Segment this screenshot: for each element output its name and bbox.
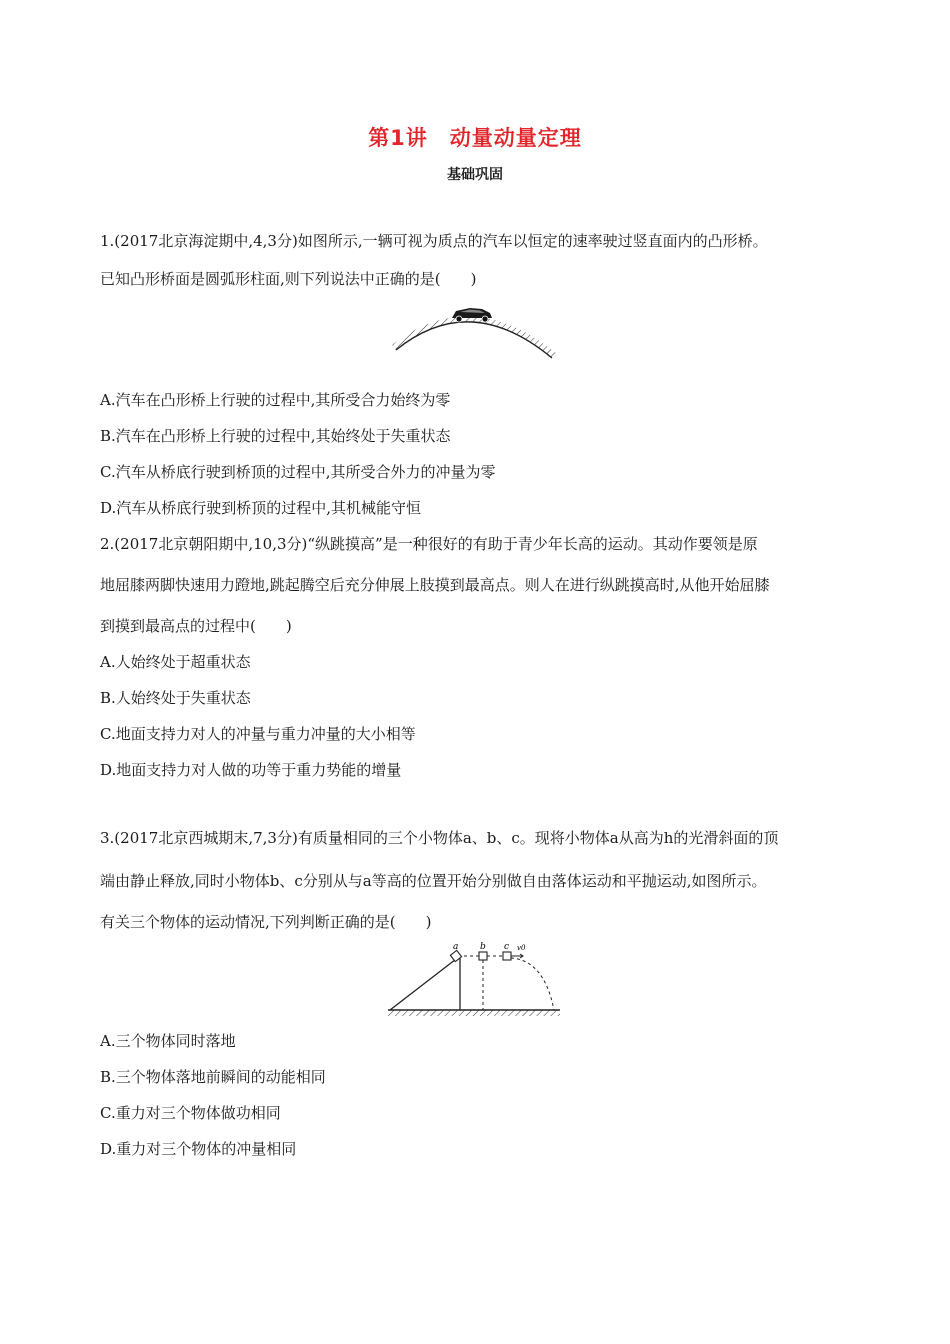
question-3-stem-line-2: 端由静止释放,同时小物体b、c分别从与a等高的位置开始分别做自由落体运动和平抛运动,如图所示。 <box>100 872 767 890</box>
question-3-option-b: B.三个物体落地前瞬间的动能相同 <box>100 1068 326 1086</box>
question-1-option-c: C.汽车从桥底行驶到桥顶的过程中,其所受合外力的冲量为零 <box>100 463 496 481</box>
label-v0: v0 <box>517 944 526 952</box>
block-c <box>503 952 511 960</box>
question-3-option-d: D.重力对三个物体的冲量相同 <box>100 1140 297 1158</box>
label-c: c <box>504 942 510 952</box>
question-3-stem-line-1: 3.(2017北京西城期末,7,3分)有质量相同的三个小物体a、b、c。现将小物体a从高为h的光滑斜面的顶 <box>100 829 779 847</box>
question-1-stem-line-1: 1.(2017北京海淀期中,4,3分)如图所示,一辆可视为质点的汽车以恒定的速率驶过竖直面内的凸形桥。 <box>100 232 768 250</box>
question-3-option-a: A.三个物体同时落地 <box>100 1032 236 1050</box>
incline-freefall-projectile-figure <box>384 942 564 1022</box>
question-2-option-c: C.地面支持力对人的冲量与重力冲量的大小相等 <box>100 725 416 743</box>
question-3-stem-line-3: 有关三个物体的运动情况,下列判断正确的是( ) <box>100 913 432 931</box>
block-b <box>479 952 487 960</box>
question-2-option-b: B.人始终处于失重状态 <box>100 689 251 707</box>
page-title: 第1讲 动量动量定理 <box>368 126 582 150</box>
question-2-stem-line-1: 2.(2017北京朝阳期中,10,3分)“纵跳摸高”是一种很好的有助于青少年长高的运动。其动作要领是原 <box>100 535 758 553</box>
question-2-stem-line-3: 到摸到最高点的过程中( ) <box>100 617 292 635</box>
label-a: a <box>453 942 459 952</box>
question-3-option-c: C.重力对三个物体做功相同 <box>100 1104 281 1122</box>
question-1-stem-line-2: 已知凸形桥面是圆弧形柱面,则下列说法中正确的是( ) <box>100 270 477 288</box>
question-2-option-a: A.人始终处于超重状态 <box>100 653 251 671</box>
question-1-option-b: B.汽车在凸形桥上行驶的过程中,其始终处于失重状态 <box>100 427 451 445</box>
question-1-option-d: D.汽车从桥底行驶到桥顶的过程中,其机械能守恒 <box>100 499 422 517</box>
question-2-option-d: D.地面支持力对人做的功等于重力势能的增量 <box>100 761 402 779</box>
convex-bridge-figure <box>390 298 560 364</box>
question-2-stem-line-2: 地屈膝两脚快速用力蹬地,跳起腾空后充分伸展上肢摸到最高点。则人在进行纵跳摸高时,从他开始屈膝 <box>100 576 770 594</box>
section-heading: 基础巩固 <box>447 167 503 183</box>
label-b: b <box>480 942 486 952</box>
question-1-option-a: A.汽车在凸形桥上行驶的过程中,其所受合力始终为零 <box>100 391 451 409</box>
